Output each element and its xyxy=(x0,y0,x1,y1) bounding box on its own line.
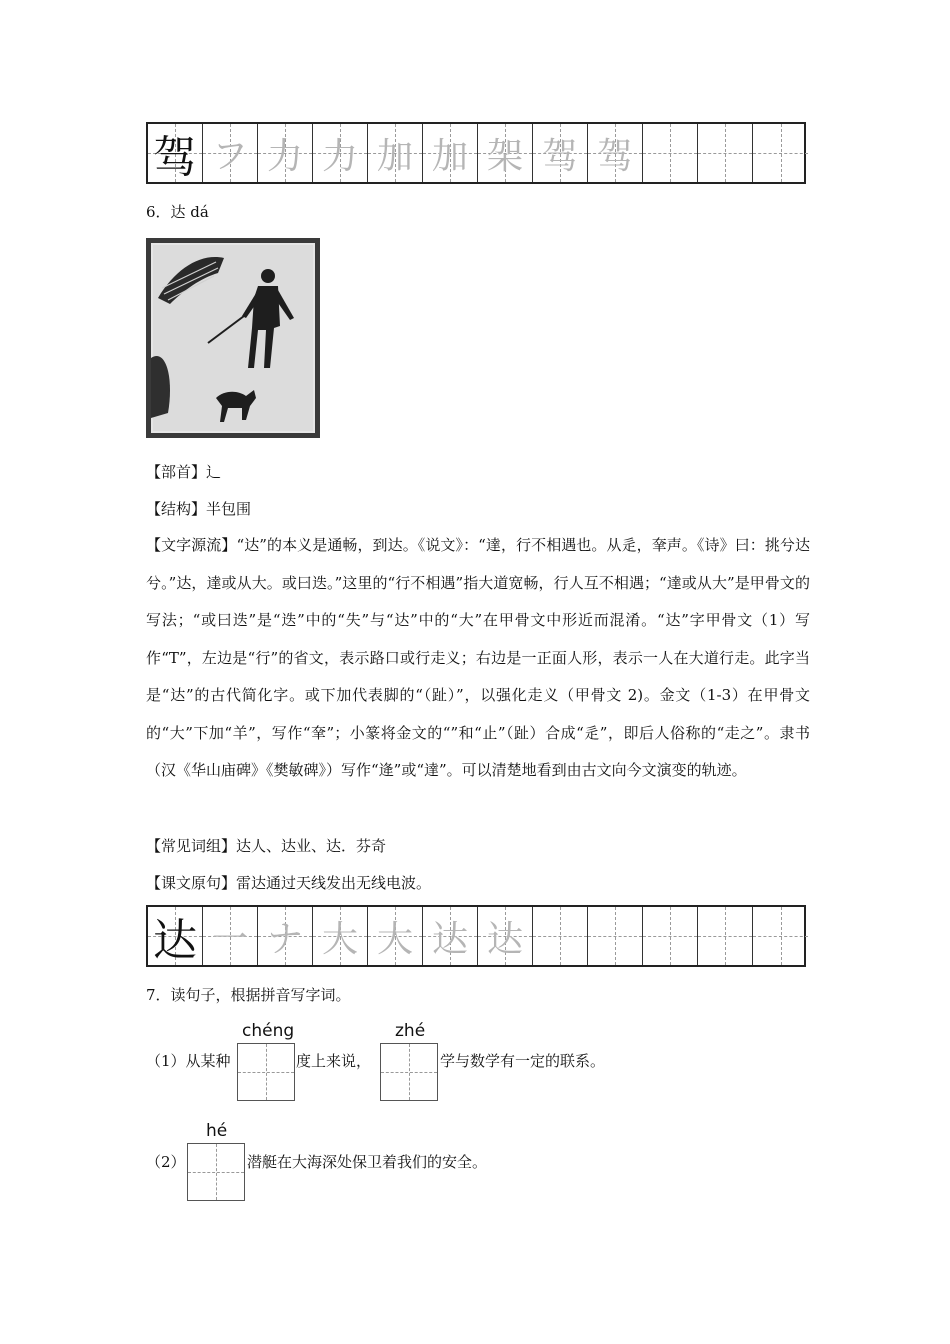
phrases-line: 【常见词组】达人、达业、达．芬奇 xyxy=(146,837,387,855)
stroke-char: ナ xyxy=(266,918,303,960)
stroke-cell xyxy=(643,907,698,965)
stroke-char: 一 xyxy=(211,918,248,960)
stroke-cell xyxy=(478,907,533,965)
answer-box-cheng[interactable] xyxy=(237,1043,295,1101)
sentence-line: 【课文原句】雷达通过天线发出无线电波。 xyxy=(146,874,432,892)
stroke-cell xyxy=(478,124,533,182)
stroke-char: 力 xyxy=(321,135,358,177)
stroke-cell xyxy=(643,124,698,182)
item-2-prefix: （2） xyxy=(146,1153,186,1171)
stroke-char: 达 xyxy=(486,918,523,960)
stroke-cell xyxy=(148,124,203,182)
item-2-suffix: 潜艇在大海深处保卫着我们的安全。 xyxy=(247,1153,488,1171)
stroke-cell xyxy=(533,124,588,182)
stroke-char: 加 xyxy=(431,135,468,177)
stroke-cell xyxy=(203,124,258,182)
stroke-char: 达 xyxy=(431,918,468,960)
structure-line: 【结构】半包围 xyxy=(146,500,252,518)
stroke-char: 架 xyxy=(486,135,523,177)
stroke-char xyxy=(698,907,752,965)
item-1-middle: 度上来说， xyxy=(296,1052,372,1070)
item-1-prefix: （1）从某种 xyxy=(146,1052,231,1070)
stroke-cell xyxy=(313,124,368,182)
stroke-cell xyxy=(588,907,643,965)
stroke-char xyxy=(753,124,808,182)
stroke-cell xyxy=(368,907,423,965)
stroke-char: 加 xyxy=(376,135,413,177)
stroke-char: 驾 xyxy=(541,135,578,177)
stroke-char: フ xyxy=(211,135,248,177)
stroke-char: 力 xyxy=(266,135,303,177)
stroke-cell xyxy=(753,907,808,965)
stroke-char xyxy=(533,907,587,965)
stroke-cell xyxy=(368,124,423,182)
radical-line: 【部首】辶 xyxy=(146,463,222,481)
pinyin-zhe: zhé xyxy=(395,1021,426,1041)
stroke-char: 驾 xyxy=(153,132,197,183)
stroke-cell xyxy=(313,907,368,965)
pictograph-image xyxy=(146,238,320,438)
question-7-title: 7．读句子，根据拼音写字词。 xyxy=(146,986,351,1004)
item-1-suffix: 学与数学有一定的联系。 xyxy=(440,1052,606,1070)
stroke-char: 大 xyxy=(321,918,358,960)
stroke-cell xyxy=(258,124,313,182)
stroke-char: 驾 xyxy=(596,135,633,177)
origin-paragraph: 【文字源流】“达”的本义是通畅，到达。《说文》：“達，行不相遇也。从辵，羍声。《诗》曰：挑兮达兮。”达，達或从大。或曰迭。”这里的“行不相遇”指大道宽畅，行人互不相遇；“達或从大”是甲骨文的写法；“或曰迭”是“迭”中的“失”与“达”中的“大”在甲骨文中形近而混淆。“达”字甲骨文（1）写作“T”，左边是“行”的省文，表示路口或行走义；右边是一正面人形，表示一人在大道行走。此字当是“达”的古代简化字。或下加代表脚的“（趾）”，以强化走义（甲骨文 2)。金文（1-3）在甲骨文的“大”下加“羊”，写作“羍”；小篆将金文的“”和“止”（趾）合成“辵”，即后人俗称的“走之”。隶书（汉《华山庙碑》《樊敏碑》）写作“逄”或“達”。可以清楚地看到由古文向今文演变的轨迹。 xyxy=(146,536,810,779)
pinyin-cheng: chéng xyxy=(242,1021,295,1041)
stroke-char: 大 xyxy=(376,918,413,960)
stroke-cell xyxy=(148,907,203,965)
stroke-cell xyxy=(258,907,313,965)
question-6-title: 6．达 dá xyxy=(146,203,209,221)
stroke-cell xyxy=(423,124,478,182)
stroke-cell xyxy=(588,124,643,182)
pinyin-he: hé xyxy=(206,1121,228,1141)
stroke-cell xyxy=(533,907,588,965)
stroke-char: 达 xyxy=(153,915,197,966)
stroke-order-grid-da xyxy=(146,905,806,967)
stroke-order-grid-jia xyxy=(146,122,806,184)
stroke-cell xyxy=(698,907,753,965)
stroke-cell xyxy=(203,907,258,965)
answer-box-he[interactable] xyxy=(187,1143,245,1201)
answer-box-zhe[interactable] xyxy=(380,1043,438,1101)
stroke-cell xyxy=(753,124,808,182)
stroke-cell xyxy=(423,907,478,965)
stroke-char xyxy=(753,907,808,965)
stroke-char xyxy=(698,124,752,182)
stroke-char xyxy=(588,907,642,965)
stroke-char xyxy=(643,124,697,182)
stroke-cell xyxy=(698,124,753,182)
stroke-char xyxy=(643,907,697,965)
